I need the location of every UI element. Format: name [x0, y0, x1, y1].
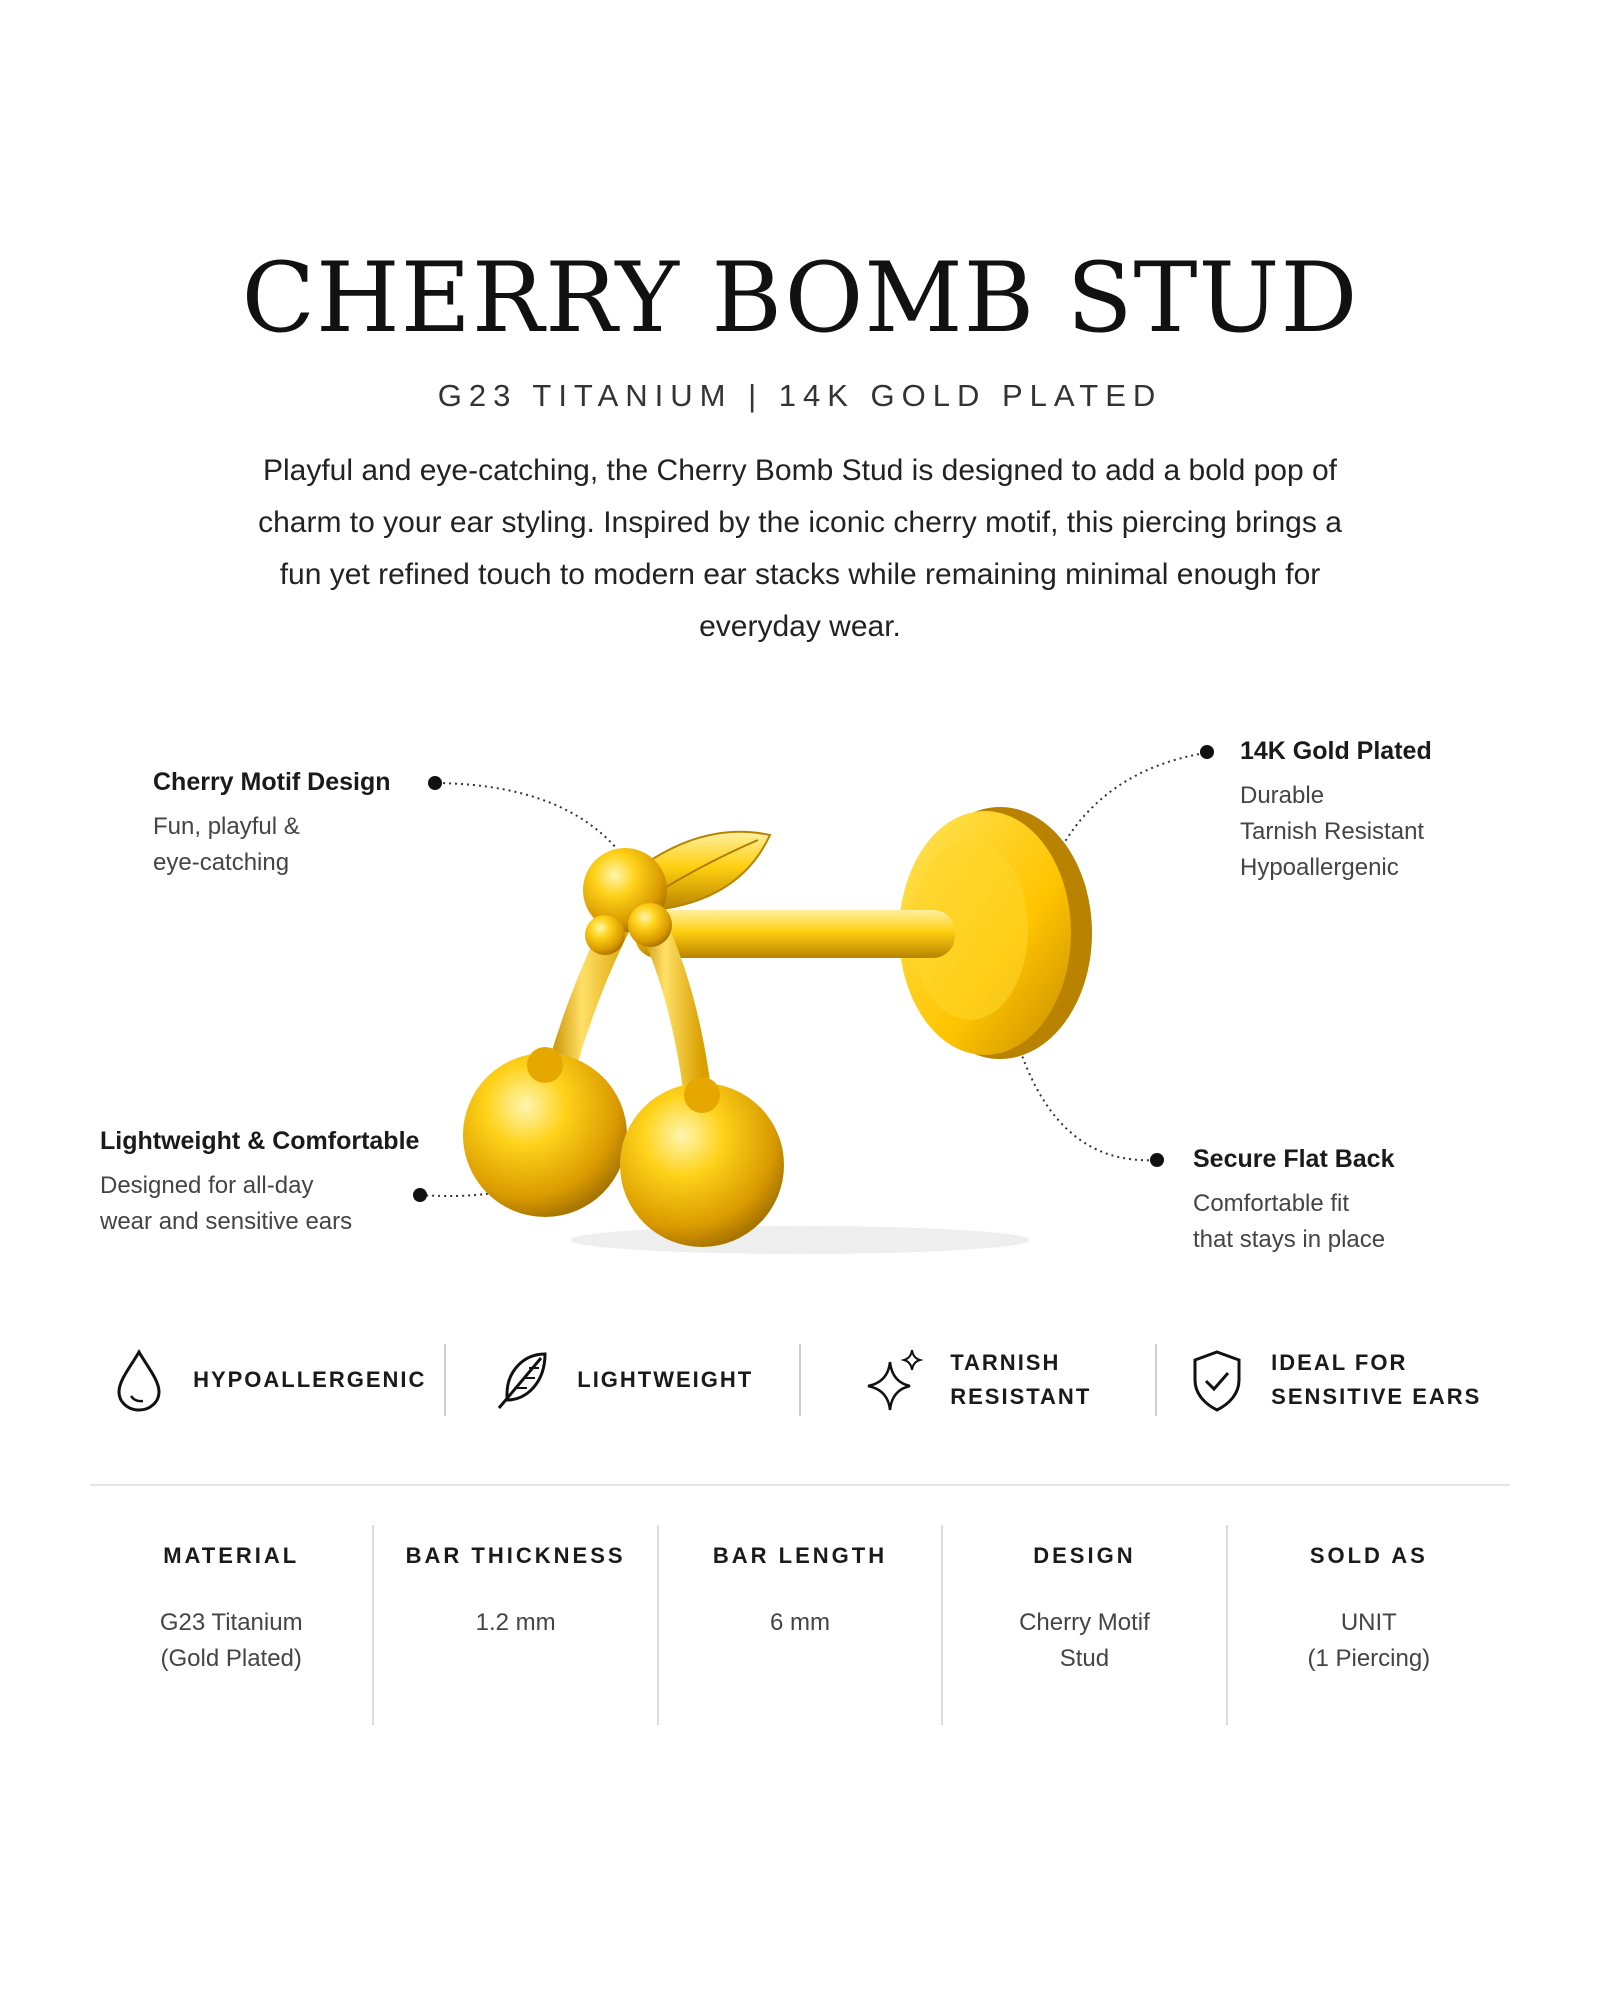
specs-table: [90, 1525, 1510, 1725]
shield-check-icon: [1185, 1348, 1249, 1412]
callout-dot: [1200, 745, 1214, 759]
section-divider: [90, 1484, 1510, 1486]
callout-title: Cherry Motif Design: [153, 768, 391, 796]
feature-label: HYPOALLERGENIC: [193, 1367, 427, 1392]
spec-label: SOLD AS: [1309, 1543, 1428, 1568]
spec-design: [943, 1525, 1225, 1725]
callout-description: Comfortable fit that stays in place: [1193, 1190, 1386, 1253]
callout-lightweight: [100, 1127, 419, 1240]
feature-hypoallergenic: [90, 1335, 444, 1425]
spec-value: G23 Titanium (Gold Plated): [159, 1609, 303, 1672]
spec-value: 6 mm: [770, 1609, 831, 1636]
spec-bar-length: [659, 1525, 941, 1725]
callout-description: Durable Tarnish Resistant Hypoallergenic: [1240, 782, 1425, 881]
spec-label: MATERIAL: [163, 1543, 300, 1568]
feature-row: [90, 1335, 1510, 1425]
cherry-stud-image: [440, 760, 1160, 1280]
callout-description: Fun, playful & eye-catching: [153, 813, 300, 876]
spec-material: [90, 1525, 372, 1725]
callout-cherry-motif: [153, 768, 391, 881]
feature-tarnish-resistant: [801, 1335, 1155, 1425]
spec-sold-as: [1228, 1525, 1510, 1725]
callout-flat-back: [1193, 1145, 1395, 1258]
sparkle-icon: [864, 1348, 928, 1412]
spec-label: BAR LENGTH: [712, 1543, 888, 1568]
feature-sensitive-ears: [1157, 1335, 1511, 1425]
callout-gold-plated: [1240, 737, 1432, 886]
spec-value: Cherry Motif Stud: [1019, 1609, 1150, 1672]
page-title: CHERRY BOMB STUD: [241, 242, 1359, 354]
feather-icon: [491, 1348, 555, 1412]
feature-label: IDEAL FOR SENSITIVE EARS: [1271, 1350, 1482, 1409]
callout-title: 14K Gold Plated: [1240, 737, 1432, 765]
feature-label: TARNISH RESISTANT: [950, 1350, 1092, 1409]
spec-value: UNIT (1 Piercing): [1307, 1609, 1431, 1672]
feature-label: LIGHTWEIGHT: [577, 1367, 754, 1392]
callout-title: Secure Flat Back: [1193, 1145, 1395, 1173]
spec-label: BAR THICKNESS: [405, 1543, 626, 1568]
product-description: Playful and eye-catching, the Cherry Bomb Stud is designed to add a bold pop of charm to your ear styling. Inspired by the iconic cherry motif, this piercing brings a fun yet refined touch to modern ear stacks while remaining minimal enough for everyday wear.: [258, 454, 1342, 643]
water-drop-icon: [107, 1348, 171, 1412]
spec-bar-thickness: [374, 1525, 656, 1725]
feature-lightweight: [446, 1335, 800, 1425]
page-subtitle: G23 TITANIUM | 14K GOLD PLATED: [437, 378, 1163, 413]
spec-label: DESIGN: [1033, 1543, 1136, 1568]
callout-description: Designed for all-day wear and sensitive ears: [100, 1172, 353, 1235]
spec-value: 1.2 mm: [475, 1609, 556, 1636]
callout-title: Lightweight & Comfortable: [100, 1127, 420, 1155]
